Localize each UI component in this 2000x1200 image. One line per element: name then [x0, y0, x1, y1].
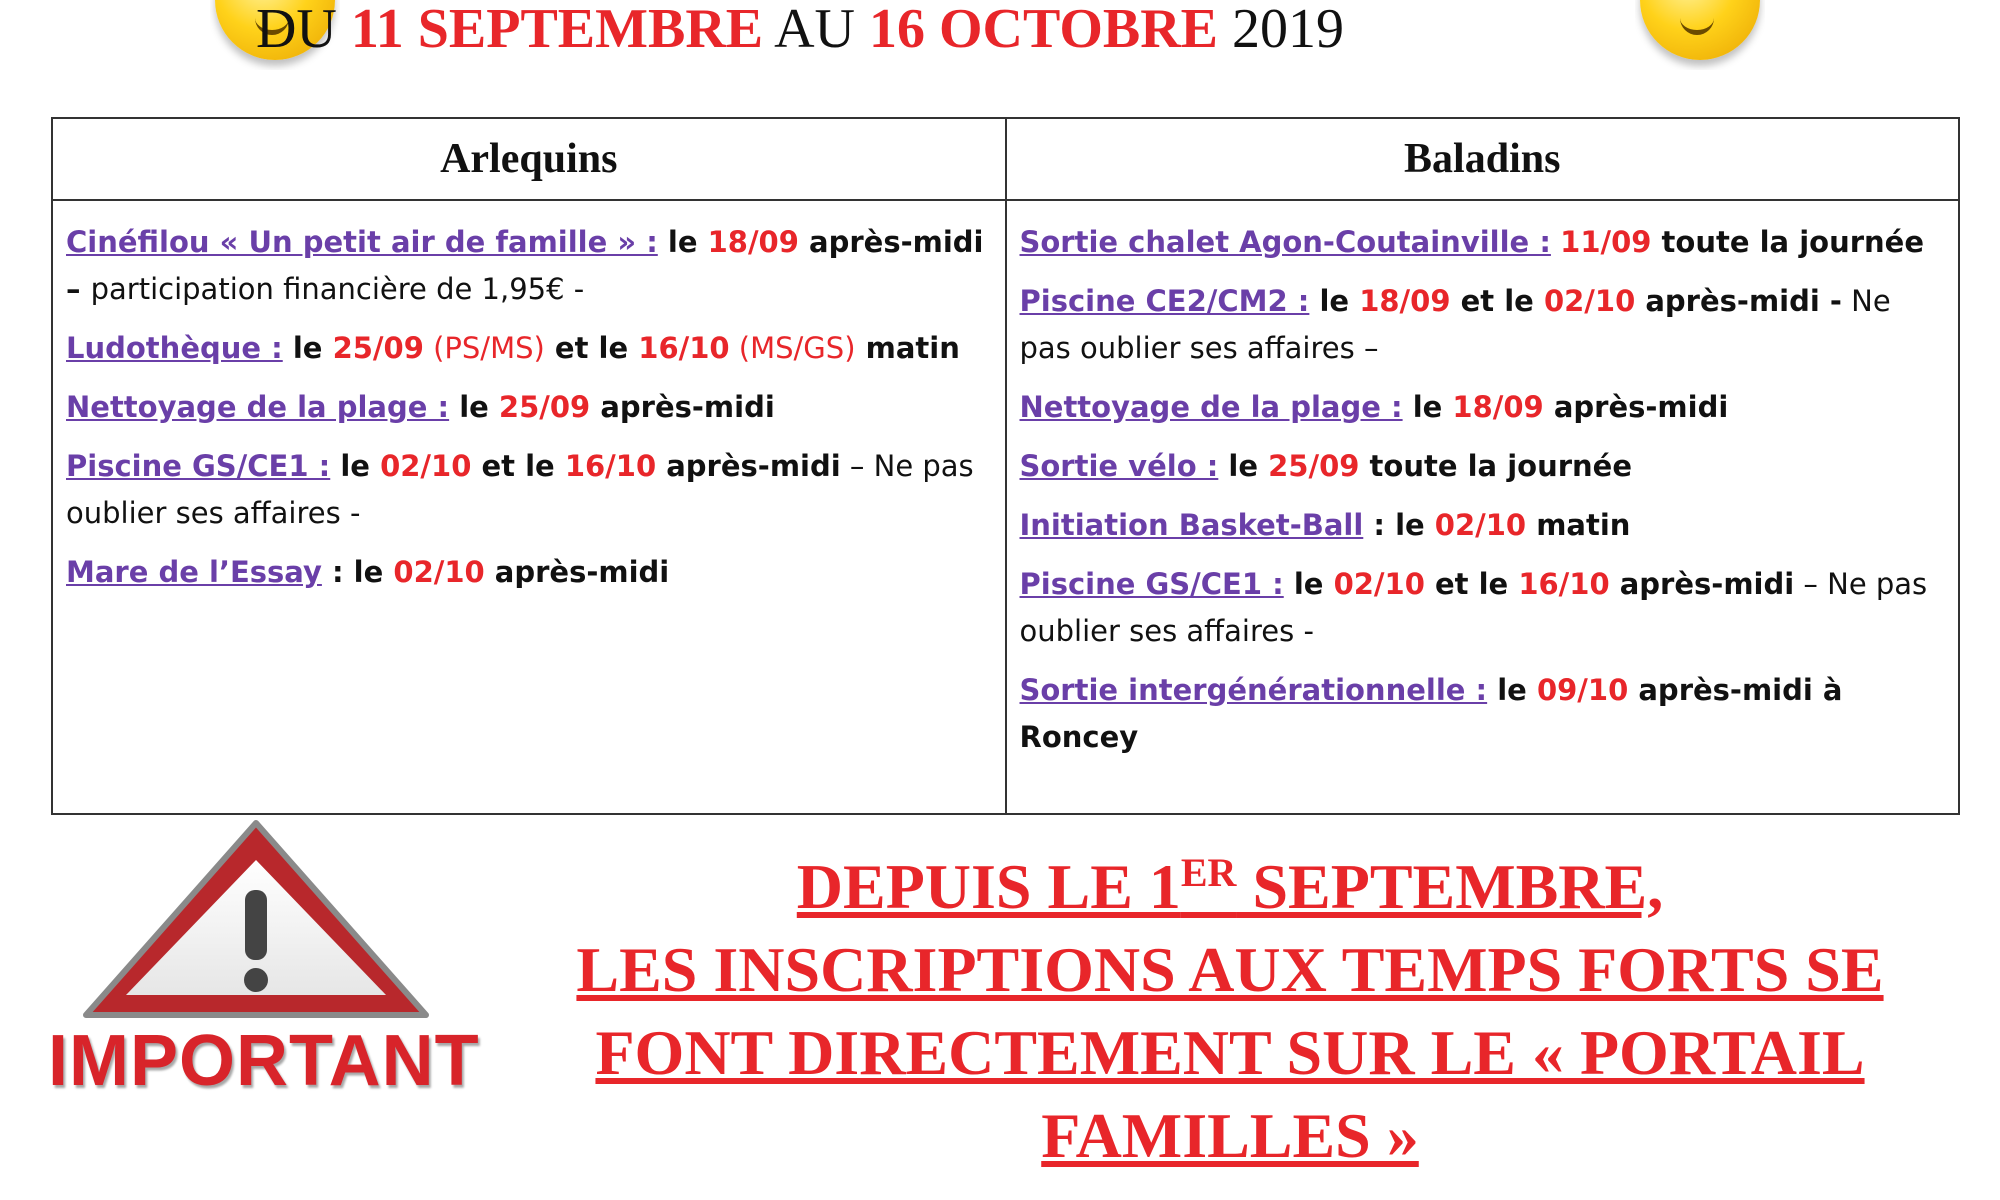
important-notice [520, 845, 1940, 1177]
activity-date: (PS/MS) [423, 331, 545, 365]
activity-text: matin [855, 331, 960, 365]
activity-entry [66, 325, 993, 372]
title-prefix: DU [255, 0, 337, 60]
activity-date: 25/09 [332, 331, 424, 365]
activity-text: le [1309, 284, 1360, 318]
schedule-table [51, 117, 1960, 815]
activity-text: – Ne pas oublier ses affaires - [1019, 567, 1928, 648]
activity-entry [1020, 667, 1947, 761]
activity-text: – Ne pas oublier ses affaires - [66, 449, 974, 530]
activity-entry [1020, 443, 1947, 490]
activity-text: : le [1363, 508, 1435, 542]
activity-entry [66, 219, 993, 313]
title-start-date: 11 SEPTEMBRE [350, 0, 764, 60]
title-middle: AU [774, 0, 855, 60]
activity-date: 11/09 [1560, 225, 1652, 259]
activity-link[interactable]: Sortie chalet Agon-Coutainville : [1019, 225, 1551, 259]
activity-text: le [449, 390, 499, 424]
page-title [0, 0, 1600, 60]
activity-text: participation financière de 1,95€ - [90, 272, 585, 306]
column-header-baladins: Baladins [1006, 118, 1960, 200]
column-header-arlequins: Arlequins [52, 118, 1006, 200]
activity-date: 16/10 [1518, 567, 1610, 601]
activity-text: toute la journée [1359, 449, 1632, 483]
title-end-date: 16 OCTOBRE [868, 0, 1219, 60]
activity-text: matin [1526, 508, 1631, 542]
activity-text: le [1487, 673, 1537, 707]
activity-date: 02/10 [380, 449, 472, 483]
activity-date: 18/09 [707, 225, 799, 259]
activity-text: après-midi [1543, 390, 1729, 424]
important-label: IMPORTANT [48, 1021, 480, 1101]
activity-link[interactable]: Initiation Basket-Ball [1019, 508, 1364, 542]
activity-date: 09/10 [1536, 673, 1629, 707]
activity-text: et le [471, 449, 565, 483]
activity-date: 02/10 [1333, 567, 1425, 601]
activity-date: 25/09 [498, 390, 591, 424]
activity-date: 16/10 [638, 331, 730, 365]
baladins-activities [1006, 200, 1960, 814]
activity-entry [1020, 219, 1947, 266]
activity-link[interactable]: Sortie vélo : [1019, 449, 1219, 483]
activity-date: 02/10 [1434, 508, 1527, 542]
activity-text: après-midi - [1635, 284, 1842, 318]
activity-link[interactable]: Cinéfilou « Un petit air de famille » : [66, 225, 658, 259]
activity-entry [1020, 384, 1947, 431]
activity-text: le [282, 331, 333, 365]
activity-entry [1020, 502, 1947, 549]
notice-line-1: DEPUIS LE 1ER SEPTEMBRE, [796, 850, 1664, 922]
smiley-right-icon [1635, 0, 1765, 70]
activity-date: 16/10 [564, 449, 657, 483]
activity-text: après-midi [656, 449, 841, 483]
notice-line-4: FAMILLES » [1041, 1100, 1419, 1171]
activity-date: 02/10 [1543, 284, 1636, 318]
activity-text: le [657, 225, 708, 259]
activity-entry [1020, 561, 1947, 655]
activity-text: le [1283, 567, 1334, 601]
activity-date: 18/09 [1452, 390, 1544, 424]
notice-line-3: FONT DIRECTEMENT SUR LE « PORTAIL [595, 1017, 1865, 1088]
activity-link[interactable]: Piscine CE2/CM2 : [1019, 284, 1310, 318]
activity-text: Ne pas oublier ses affaires – [1019, 284, 1891, 365]
activity-entry [1020, 278, 1947, 372]
activity-text: après-midi [590, 390, 775, 424]
activity-link[interactable]: Ludothèque : [66, 331, 283, 365]
activity-entry [66, 443, 993, 537]
activity-date: 18/09 [1359, 284, 1451, 318]
activity-text: après-midi [484, 555, 670, 589]
activity-text: le [330, 449, 381, 483]
table-header-row [52, 118, 1959, 200]
activity-text: : le [321, 555, 394, 589]
activity-text [1551, 225, 1560, 259]
activity-text: le [1402, 390, 1453, 424]
activity-date: 02/10 [393, 555, 485, 589]
activity-text: après-midi [798, 225, 984, 259]
activity-link[interactable]: Sortie intergénérationnelle : [1019, 673, 1488, 707]
activity-text: – [66, 272, 91, 306]
activity-link[interactable]: Piscine GS/CE1 : [1019, 567, 1284, 601]
activity-link[interactable]: Nettoyage de la plage : [1019, 390, 1403, 424]
title-year: 2019 [1232, 0, 1345, 60]
activity-text: toute la journée [1651, 225, 1925, 259]
activity-link[interactable]: Nettoyage de la plage : [66, 390, 450, 424]
notice-line-2: LES INSCRIPTIONS AUX TEMPS FORTS SE [576, 934, 1884, 1005]
arlequins-activities [52, 200, 1006, 814]
activity-text: et le [1424, 567, 1519, 601]
activity-text: le [1218, 449, 1269, 483]
table-row [52, 200, 1959, 814]
activity-entry [66, 384, 993, 431]
activity-text: et le [544, 331, 639, 365]
activity-date: 25/09 [1268, 449, 1360, 483]
activity-link[interactable]: Mare de l’Essay [66, 555, 322, 589]
activity-entry [66, 549, 993, 596]
activity-text: après-midi à Roncey [1019, 673, 1843, 754]
activity-text: et le [1450, 284, 1544, 318]
activity-date: (MS/GS) [729, 331, 856, 365]
activity-text: après-midi [1609, 567, 1795, 601]
activity-link[interactable]: Piscine GS/CE1 : [66, 449, 331, 483]
